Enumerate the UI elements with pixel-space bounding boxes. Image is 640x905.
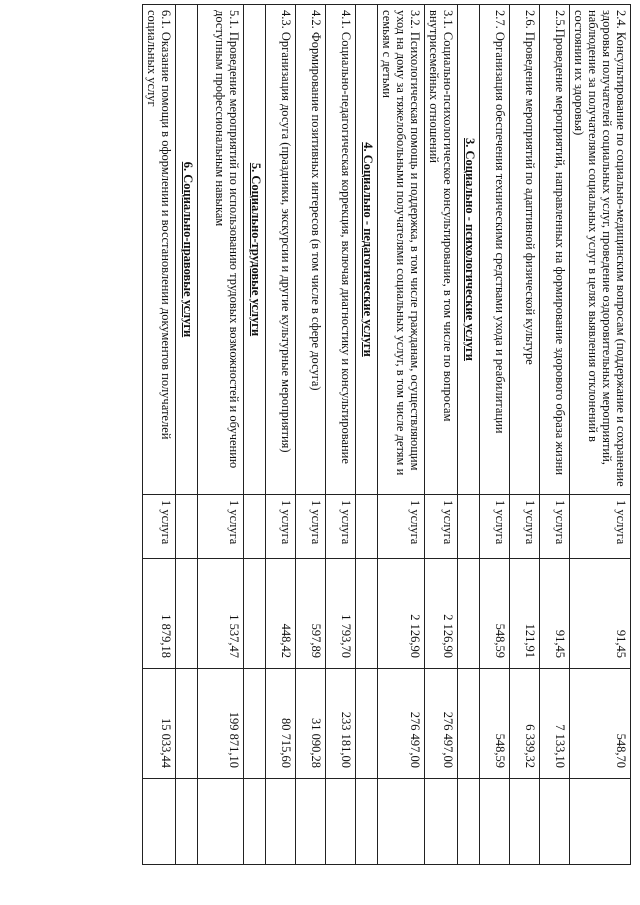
service-price: 2 126,90 bbox=[425, 559, 458, 669]
service-row bbox=[143, 5, 176, 865]
service-unit: 1 услуга bbox=[378, 495, 425, 559]
service-row bbox=[296, 5, 326, 865]
service-row bbox=[540, 5, 570, 865]
empty-cell bbox=[510, 779, 540, 865]
service-price: 1 879,18 bbox=[143, 559, 176, 669]
margin-mark bbox=[3, 620, 6, 634]
empty-cell bbox=[570, 779, 631, 865]
service-total: 31 090,28 bbox=[296, 669, 326, 779]
service-row bbox=[378, 5, 425, 865]
service-total: 6 339,32 bbox=[510, 669, 540, 779]
empty-cell bbox=[378, 779, 425, 865]
empty-cell bbox=[296, 779, 326, 865]
empty-cell bbox=[356, 559, 378, 669]
services-table bbox=[142, 4, 631, 865]
service-total: 548,70 bbox=[570, 669, 631, 779]
service-unit: 1 услуга bbox=[480, 495, 510, 559]
empty-cell bbox=[425, 779, 458, 865]
service-name: 4.2. Формирование позитивных интересов (в том числе в сфере досуга) bbox=[296, 5, 326, 495]
section-title: 3. Социально - психологические услуги bbox=[458, 5, 480, 495]
service-total: 7 133,10 bbox=[540, 669, 570, 779]
rotated-table-viewport bbox=[11, 4, 631, 874]
service-total: 276 497,00 bbox=[425, 669, 458, 779]
empty-cell bbox=[176, 669, 198, 779]
service-unit: 1 услуга bbox=[198, 495, 244, 559]
service-total: 15 033,44 bbox=[143, 669, 176, 779]
service-unit: 1 услуга bbox=[540, 495, 570, 559]
rotated-table-content bbox=[11, 4, 631, 874]
service-unit: 1 услуга bbox=[296, 495, 326, 559]
service-total: 233 181,00 bbox=[326, 669, 356, 779]
empty-cell bbox=[458, 669, 480, 779]
empty-cell bbox=[356, 669, 378, 779]
service-row bbox=[266, 5, 296, 865]
service-name: 3.2. Психологическая помощь и поддержка, в том числе гражданам, осуществляющим уход на дому за тяжелобольными получателями социальных услуг, в том числе детям и семьям с детьми bbox=[378, 5, 425, 495]
service-name: 6.1. Оказание помощи в оформлении и восстановлении документов получателей социальных услуг bbox=[143, 5, 176, 495]
service-name: 2.7. Организация обеспечения техническими средствами ухода и реабилитации bbox=[480, 5, 510, 495]
empty-cell bbox=[244, 559, 266, 669]
service-name: 2.4. Консультирование по социально-медицинским вопросам (поддержание и сохранение здоровья получателей социальных услуг, проведение оздоровительных мероприятий, наблюдение за получателями социальных услуг в целях выявления отклонений в состоянии их здоровья) bbox=[570, 5, 631, 495]
empty-cell bbox=[326, 779, 356, 865]
empty-cell bbox=[176, 779, 198, 865]
service-row bbox=[326, 5, 356, 865]
empty-cell bbox=[244, 495, 266, 559]
service-name: 2.5.Проведение мероприятий, направленных на формирование здорового образа жизни bbox=[540, 5, 570, 495]
empty-cell bbox=[458, 495, 480, 559]
service-price: 597,89 bbox=[296, 559, 326, 669]
service-price: 1 793,70 bbox=[326, 559, 356, 669]
service-unit: 1 услуга bbox=[510, 495, 540, 559]
section-row bbox=[176, 5, 198, 865]
empty-cell bbox=[458, 559, 480, 669]
service-name: 4.3. Организация досуга (праздники, экскурсии и другие культурные мероприятия) bbox=[266, 5, 296, 495]
empty-cell bbox=[244, 779, 266, 865]
service-total: 548,59 bbox=[480, 669, 510, 779]
service-row bbox=[480, 5, 510, 865]
service-unit: 1 услуга bbox=[266, 495, 296, 559]
service-row bbox=[510, 5, 540, 865]
section-title: 4. Социально - педагогические услуги bbox=[356, 5, 378, 495]
section-title: 6. Социально-правовые услуги bbox=[176, 5, 198, 495]
service-name: 3.1. Социально-психологическое консультирование, в том числе по вопросам внутрисемейных отношений bbox=[425, 5, 458, 495]
empty-cell bbox=[244, 669, 266, 779]
service-row bbox=[198, 5, 244, 865]
empty-cell bbox=[266, 779, 296, 865]
service-name: 5.1. Проведение мероприятий по использованию трудовых возможностей и обучению доступным профессиональным навыкам bbox=[198, 5, 244, 495]
empty-cell bbox=[480, 779, 510, 865]
empty-cell bbox=[458, 779, 480, 865]
service-price: 448,42 bbox=[266, 559, 296, 669]
service-unit: 1 услуга bbox=[570, 495, 631, 559]
service-unit: 1 услуга bbox=[425, 495, 458, 559]
services-table-body bbox=[143, 5, 631, 865]
empty-cell bbox=[356, 779, 378, 865]
empty-cell bbox=[176, 495, 198, 559]
empty-cell bbox=[176, 559, 198, 669]
section-row bbox=[244, 5, 266, 865]
empty-cell bbox=[198, 779, 244, 865]
service-unit: 1 услуга bbox=[326, 495, 356, 559]
service-price: 91,45 bbox=[570, 559, 631, 669]
section-row bbox=[356, 5, 378, 865]
service-price: 91,45 bbox=[540, 559, 570, 669]
service-price: 548,59 bbox=[480, 559, 510, 669]
service-name: 2.6. Проведение мероприятий по адаптивной физической культуре bbox=[510, 5, 540, 495]
empty-cell bbox=[356, 495, 378, 559]
service-price: 2 126,90 bbox=[378, 559, 425, 669]
service-row bbox=[570, 5, 631, 865]
service-total: 276 497,00 bbox=[378, 669, 425, 779]
service-total: 199 871,10 bbox=[198, 669, 244, 779]
service-name: 4.1. Социально-педагогическая коррекция, включая диагностику и консультирование bbox=[326, 5, 356, 495]
section-title: 5. Социально-трудовые услуги bbox=[244, 5, 266, 495]
service-price: 1 537,47 bbox=[198, 559, 244, 669]
section-row bbox=[458, 5, 480, 865]
service-total: 80 715,60 bbox=[266, 669, 296, 779]
empty-cell bbox=[143, 779, 176, 865]
service-row bbox=[425, 5, 458, 865]
service-price: 121,91 bbox=[510, 559, 540, 669]
empty-cell bbox=[540, 779, 570, 865]
service-unit: 1 услуга bbox=[143, 495, 176, 559]
